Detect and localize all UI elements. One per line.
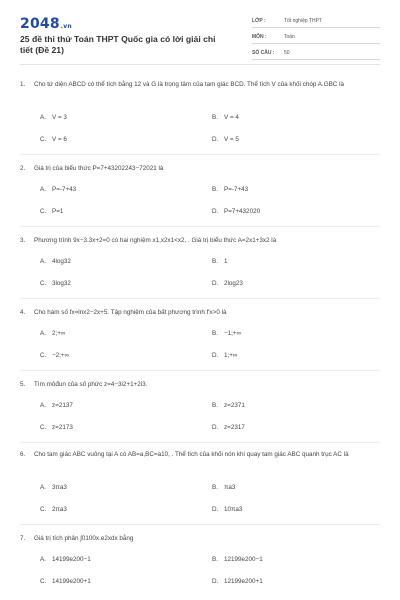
option-letter: A. xyxy=(40,258,46,265)
option-letter: A. xyxy=(40,330,46,337)
question-text: Phương trình 9x−3.3x+2=0 có hai nghiệm x1,x2x1<x2, . Giá trị biểu thức A=2x1+3x2 là xyxy=(34,237,277,244)
question-divider xyxy=(20,442,380,443)
meta-row-subject xyxy=(252,30,380,44)
option-letter: D. xyxy=(212,352,219,359)
option-text: z=2137 xyxy=(52,402,73,409)
option-letter: A. xyxy=(40,402,46,409)
question-divider xyxy=(20,370,380,371)
logo-text: 2048 xyxy=(20,16,60,32)
option-letter: C. xyxy=(40,136,47,143)
document-meta xyxy=(252,14,380,62)
question-number: 3. xyxy=(20,237,26,244)
option-c[interactable] xyxy=(40,280,71,287)
option-letter: B. xyxy=(212,114,218,121)
meta-label: MÔN : xyxy=(252,33,267,40)
question-number: 1. xyxy=(20,81,26,88)
option-text: z=2173 xyxy=(52,424,73,431)
option-letter: B. xyxy=(212,258,218,265)
option-text: V = 5 xyxy=(224,136,239,143)
question-text: Tìm môđun của số phức z=4−3i2+1+2i3. xyxy=(34,381,148,388)
question-text: Giá trị tích phân ∫0100x.e2xdx bằng xyxy=(34,535,134,542)
option-text: z=2371 xyxy=(224,402,245,409)
option-d[interactable] xyxy=(212,578,263,585)
option-b[interactable] xyxy=(212,258,228,265)
option-text: 2πa3 xyxy=(52,506,67,513)
option-letter: C. xyxy=(40,280,47,287)
option-b[interactable] xyxy=(212,556,263,563)
option-text: −1;+∞ xyxy=(224,330,242,337)
option-d[interactable] xyxy=(212,136,239,143)
question-number: 7. xyxy=(20,535,26,542)
option-a[interactable] xyxy=(40,402,73,409)
question-3 xyxy=(20,236,382,287)
option-b[interactable] xyxy=(212,402,245,409)
logo-suffix: .vn xyxy=(60,23,72,30)
option-c[interactable] xyxy=(40,424,73,431)
question-stem xyxy=(20,164,382,174)
option-text: 4log32 xyxy=(52,258,71,265)
question-6 xyxy=(20,450,382,513)
option-text: 2log23 xyxy=(224,280,243,287)
option-c[interactable] xyxy=(40,578,91,585)
question-divider xyxy=(20,298,380,299)
option-a[interactable] xyxy=(40,258,71,265)
question-text: Giá trị của biểu thức P=7+43202243−72021 là xyxy=(34,165,164,172)
option-letter: A. xyxy=(40,186,46,193)
option-b[interactable] xyxy=(212,186,248,193)
option-a[interactable] xyxy=(40,330,65,337)
question-1 xyxy=(20,80,382,143)
question-number: 4. xyxy=(20,309,26,316)
question-2 xyxy=(20,164,382,215)
question-divider xyxy=(20,154,380,155)
option-letter: D. xyxy=(212,578,219,585)
option-d[interactable] xyxy=(212,506,242,513)
option-text: V = 6 xyxy=(52,136,67,143)
option-a[interactable] xyxy=(40,114,67,121)
meta-value: Tốt nghiệp THPT xyxy=(284,17,322,24)
option-d[interactable] xyxy=(212,280,243,287)
option-c[interactable] xyxy=(40,352,69,359)
option-text: πa3 xyxy=(224,484,236,491)
question-4 xyxy=(20,308,382,359)
option-letter: C. xyxy=(40,208,47,215)
option-c[interactable] xyxy=(40,136,67,143)
option-d[interactable] xyxy=(212,352,237,359)
option-letter: B. xyxy=(212,186,218,193)
document-title: 25 đề thi thử Toán THPT Quốc gia có lời giải chi tiết (Đề 21) xyxy=(20,34,216,55)
option-d[interactable] xyxy=(212,208,260,215)
option-letter: C. xyxy=(40,578,47,585)
header-divider xyxy=(20,64,380,65)
option-text: V = 4 xyxy=(224,114,239,121)
option-a[interactable] xyxy=(40,484,67,491)
option-text: V = 3 xyxy=(52,114,67,121)
option-a[interactable] xyxy=(40,186,76,193)
option-text: 1;+∞ xyxy=(224,352,238,359)
question-number: 5. xyxy=(20,381,26,388)
option-text: 12199e200+1 xyxy=(224,578,263,585)
option-letter: D. xyxy=(212,506,219,513)
option-text: 12199e200−1 xyxy=(224,556,263,563)
question-5 xyxy=(20,380,382,431)
option-letter: A. xyxy=(40,484,46,491)
option-text: 10πa3 xyxy=(224,506,243,513)
option-a[interactable] xyxy=(40,556,91,563)
option-letter: C. xyxy=(40,424,47,431)
option-letter: A. xyxy=(40,114,46,121)
option-letter: B. xyxy=(212,556,218,563)
option-b[interactable] xyxy=(212,114,239,121)
question-divider xyxy=(20,524,380,525)
question-number: 2. xyxy=(20,165,26,172)
option-letter: B. xyxy=(212,402,218,409)
option-letter: A. xyxy=(40,556,46,563)
question-text: Cho tứ diện ABCD có thể tích bằng 12 và G là trọng tâm của tam giác BCD. Thể tích V của khối chóp A.GBC là xyxy=(34,81,345,88)
option-text: 1 xyxy=(224,258,228,265)
meta-label: LỚP : xyxy=(252,17,266,24)
option-letter: D. xyxy=(212,424,219,431)
question-stem xyxy=(20,80,382,90)
option-text: P=-7+43 xyxy=(224,186,249,193)
question-7 xyxy=(20,534,382,585)
meta-row-class xyxy=(252,14,380,28)
option-text: 2;+∞ xyxy=(52,330,66,337)
option-d[interactable] xyxy=(212,424,245,431)
option-text: 14199e200−1 xyxy=(52,556,91,563)
question-stem xyxy=(20,450,382,460)
question-text: Cho tam giác ABC vuông tại A có AB=a,BC=a10, . Thể tích của khối nón khi quay tam giác ABC quanh trục AC là xyxy=(34,451,349,458)
question-stem xyxy=(20,308,382,318)
question-divider xyxy=(20,226,380,227)
option-b[interactable] xyxy=(212,330,241,337)
option-text: 3πa3 xyxy=(52,484,67,491)
question-stem xyxy=(20,380,382,390)
option-letter: B. xyxy=(212,330,218,337)
option-text: P=7+432020 xyxy=(224,208,261,215)
option-text: 14199e200+1 xyxy=(52,578,91,585)
option-letter: C. xyxy=(40,506,47,513)
option-letter: B. xyxy=(212,484,218,491)
option-c[interactable] xyxy=(40,506,67,513)
option-text: P=1 xyxy=(52,208,64,215)
site-logo[interactable] xyxy=(20,16,72,32)
option-text: z=2317 xyxy=(224,424,245,431)
meta-row-count xyxy=(252,46,380,60)
option-letter: D. xyxy=(212,136,219,143)
option-letter: D. xyxy=(212,208,219,215)
option-letter: D. xyxy=(212,280,219,287)
question-number: 6. xyxy=(20,451,26,458)
option-text: 3log32 xyxy=(52,280,71,287)
meta-value: Toán xyxy=(284,33,295,40)
meta-value: 50 xyxy=(284,49,290,56)
question-stem xyxy=(20,534,382,544)
question-stem xyxy=(20,236,382,246)
option-text: −2;+∞ xyxy=(52,352,70,359)
question-text: Cho hàm số fx=lnx2−2x+5. Tập nghiệm của bất phương trình f'x>0 là xyxy=(34,309,227,316)
option-b[interactable] xyxy=(212,484,235,491)
option-c[interactable] xyxy=(40,208,63,215)
option-text: P=-7+43 xyxy=(52,186,77,193)
option-letter: C. xyxy=(40,352,47,359)
meta-label: SỐ CÂU : xyxy=(252,49,275,56)
